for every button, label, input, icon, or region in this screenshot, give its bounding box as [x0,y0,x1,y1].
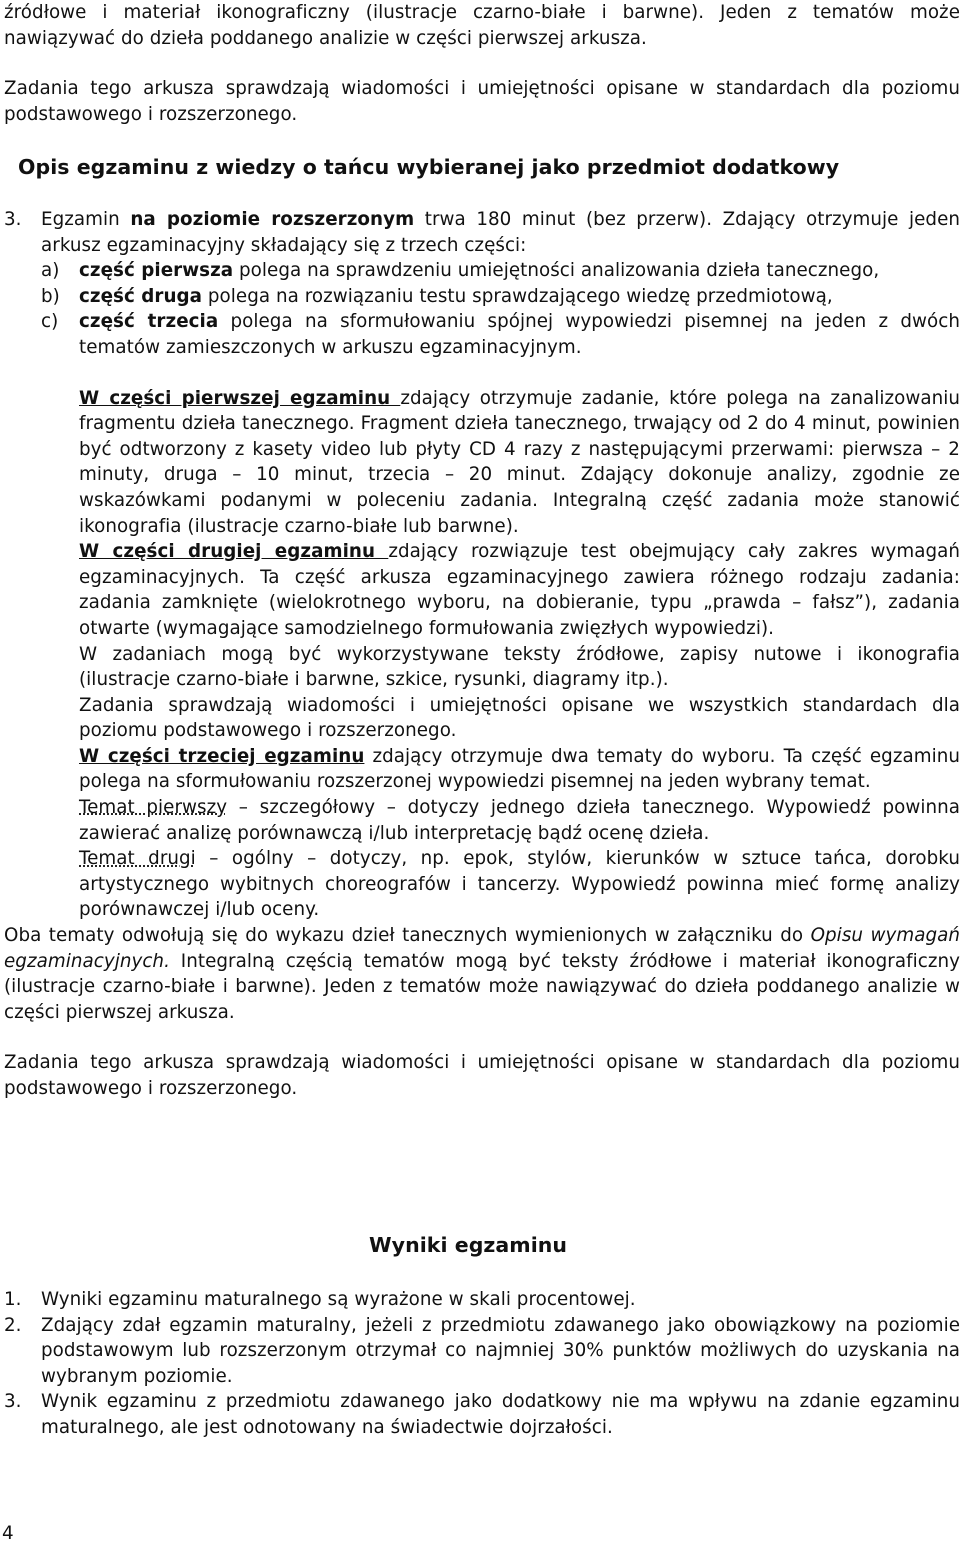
paragraph: Temat pierwszy – szczegółowy – dotyczy jednego dzieła tanecznego. Wypowiedź powinna zawierać analizę porównawczą i/lub interpretację bądź ocenę dzieła. [79,797,960,844]
paragraph: Zadania tego arkusza sprawdzają wiadomości i umiejętności opisane w standardach dla poziomu podstawowego i rozszerzonego. [4,1052,960,1099]
paragraph: W zadaniach mogą być wykorzystywane teksty źródłowe, zapisy nutowe i ikonografia (ilustracje czarno-białe i barwne, szkice, rysunki, diagramy itp.). [79,643,960,691]
results-heading: Wyniki egzaminu [369,1233,568,1257]
section-number: 3. [4,209,22,230]
paragraph: Oba tematy odwołują się do wykazu dzieł tanecznych wymienionych w załączniku do Opisu wymagań egzaminacyjnych. Integralną częścią tematów mogą być teksty źródłowe i materiał ikonograficzny (ilustracje czarno-białe i barwne). Jeden z tematów może nawiązywać do dzieła poddanego analizie w części pierwszej arkusza. [4,925,960,1023]
paragraph: Egzamin na poziomie rozszerzonym trwa 180 minut (bez przerw). Zdający otrzymuje jeden arkusz egzaminacyjny składający się z trzech części: [41,209,960,256]
paragraph: W części drugiej egzaminu zdający rozwiązuje test obejmujący cały zakres wymagań egzaminacyjnych. Ta część arkusza egzaminacyjnego zawiera różnego rodzaju zadania: zadania zamknięte (wielokrotnego wyboru, na dobieranie, typu „prawda – fałsz”), zadania otwarte (wymagające samodzielnego formułowania zwięzłych wypowiedzi). [79,541,960,639]
paragraph: W części pierwszej egzaminu zdający otrzymuje zadanie, które polega na zanalizowaniu fragmentu dzieła tanecznego. Fragment dzieła tanecznego, trwający od 2 do 4 minut, powinien być odtworzony z kasety video lub płyty CD 4 razy z następującymi przerwami: pierwsza – 2 minuty, druga – 10 minut, trzecia – 20 minut. Zdający dokonuje analizy, zgodnie ze wskazówkami podanymi w poleceniu zadania. Integralną część zadania może stanowić ikonografia (ilustracje czarno-białe lub barwne). [79,387,960,537]
paragraph: Zadania sprawdzają wiadomości i umiejętności opisane we wszystkich standardach dla poziomu podstawowego i rozszerzonego. [79,694,960,742]
section-heading: Opis egzaminu z wiedzy o tańcu wybieranej jako przedmiot dodatkowy [18,155,840,179]
parts-description [4,386,960,923]
section-3 [4,207,960,1102]
list-item: 3. Wynik egzaminu z przedmiotu zdawanego jako dodatkowy nie ma wpływu na zdanie egzaminu maturalnego, ale jest odnotowany na świadectwie dojrzałości. [4,1391,960,1438]
page-number: 4 [2,1523,14,1544]
list-item: 1. Wyniki egzaminu maturalnego są wyrażone w skali procentowej. [4,1289,636,1310]
list-item: b) część druga polega na rozwiązaniu testu sprawdzającego wiedzę przedmiotową, [41,285,833,307]
results-list [4,1287,960,1441]
list-item: a) część pierwsza polega na sprawdzeniu umiejętności analizowania dzieła tanecznego, [41,260,880,282]
paragraph: Zadania tego arkusza sprawdzają wiadomości i umiejętności opisane w standardach dla poziomu podstawowego i rozszerzonego. [4,78,960,125]
paragraph: W części trzeciej egzaminu zdający otrzymuje dwa tematy do wyboru. Ta część egzaminu polega na sformułowaniu rozszerzonej wypowiedzi pisemnej na jeden wybrany temat. [79,745,960,793]
paragraph: źródłowe i materiał ikonograficzny (ilustracje czarno-białe i barwne). Jeden z tematów może nawiązywać do dzieła poddanego analizie w części pierwszej arkusza. [4,2,960,49]
paragraph: Temat drugi – ogólny – dotyczy, np. epok, stylów, kierunków w sztuce tańca, dorobku artystycznego wybitnych choreografów i tancerzy. Wypowiedź powinna mieć formę analizy porównawczej i/lub oceny. [79,848,960,921]
list-item: c) część trzecia polega na sformułowaniu spójnej wypowiedzi pisemnej na jeden z dwóch tematów zamieszczonych w arkuszu egzaminacyjnym. [41,311,960,358]
list-item: 2. Zdający zdał egzamin maturalny, jeżeli z przedmiotu zdawanego jako obowiązkowy na poziomie podstawowym lub rozszerzonym otrzymał co najmniej 30% punktów możliwych do uzyskania na wybranym poziomie. [4,1314,960,1387]
continued-text [4,0,960,127]
section-3-intro [4,207,960,258]
